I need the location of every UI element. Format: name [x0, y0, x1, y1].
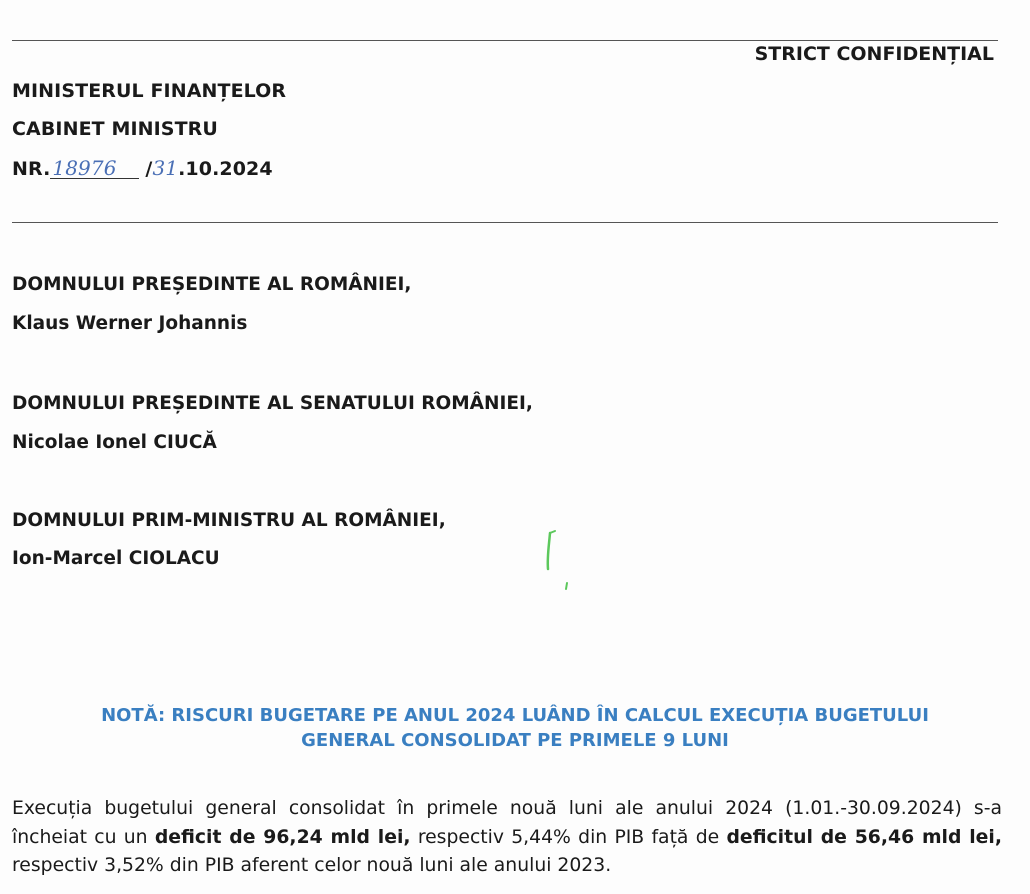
body-bold-deficit: deficit de 96,24 mld lei, — [154, 826, 411, 848]
date-suffix: .10.2024 — [178, 158, 273, 180]
nr-handwritten: 18976 — [52, 156, 117, 180]
recipient-name: Nicolae Ionel CIUCĂ — [12, 432, 217, 453]
handwritten-mark-icon — [538, 525, 578, 595]
top-rule — [12, 40, 998, 41]
recipient-name: Klaus Werner Johannis — [12, 313, 248, 334]
note-title-line: GENERAL CONSOLIDAT PE PRIMELE 9 LUNI — [301, 730, 729, 751]
classification-label: STRICT CONFIDENȚIAL — [754, 43, 994, 65]
recipient-title: DOMNULUI PREȘEDINTE AL SENATULUI ROMÂNIEI, — [12, 393, 533, 414]
cabinet-name: CABINET MINISTRU — [12, 118, 218, 140]
body-bold-deficit-prior: deficitul de 56,46 mld lei, — [726, 826, 1002, 848]
recipient-title: DOMNULUI PRIM-MINISTRU AL ROMÂNIEI, — [12, 510, 446, 531]
ministry-name: MINISTERUL FINANȚELOR — [12, 80, 287, 102]
note-title-line: NOTĂ: RISCURI BUGETARE PE ANUL 2024 LUÂND ÎN CALCUL EXECUȚIA BUGETULUI — [101, 705, 929, 726]
nr-separator: / — [145, 158, 153, 180]
recipient-name: Ion-Marcel CIOLACU — [12, 548, 220, 569]
day-handwritten: 31 — [152, 156, 179, 180]
body-text: respectiv 3,52% din PIB aferent celor nouă luni ale anului 2023. — [12, 855, 612, 876]
body-paragraph — [12, 795, 1002, 881]
header-rule — [12, 222, 998, 223]
registration-number — [12, 156, 273, 180]
nr-prefix: NR. — [12, 158, 51, 180]
note-title — [0, 703, 1030, 753]
body-text: Execuția bugetului general consolidat în primele nouă luni ale anului 2024 (1.01.-30.09.2024) s-a încheiat cu un — [12, 798, 1002, 848]
nr-field — [50, 156, 138, 180]
recipient-title: DOMNULUI PREȘEDINTE AL ROMÂNIEI, — [12, 274, 412, 295]
body-text: respectiv 5,44% din PIB față de — [410, 826, 727, 848]
